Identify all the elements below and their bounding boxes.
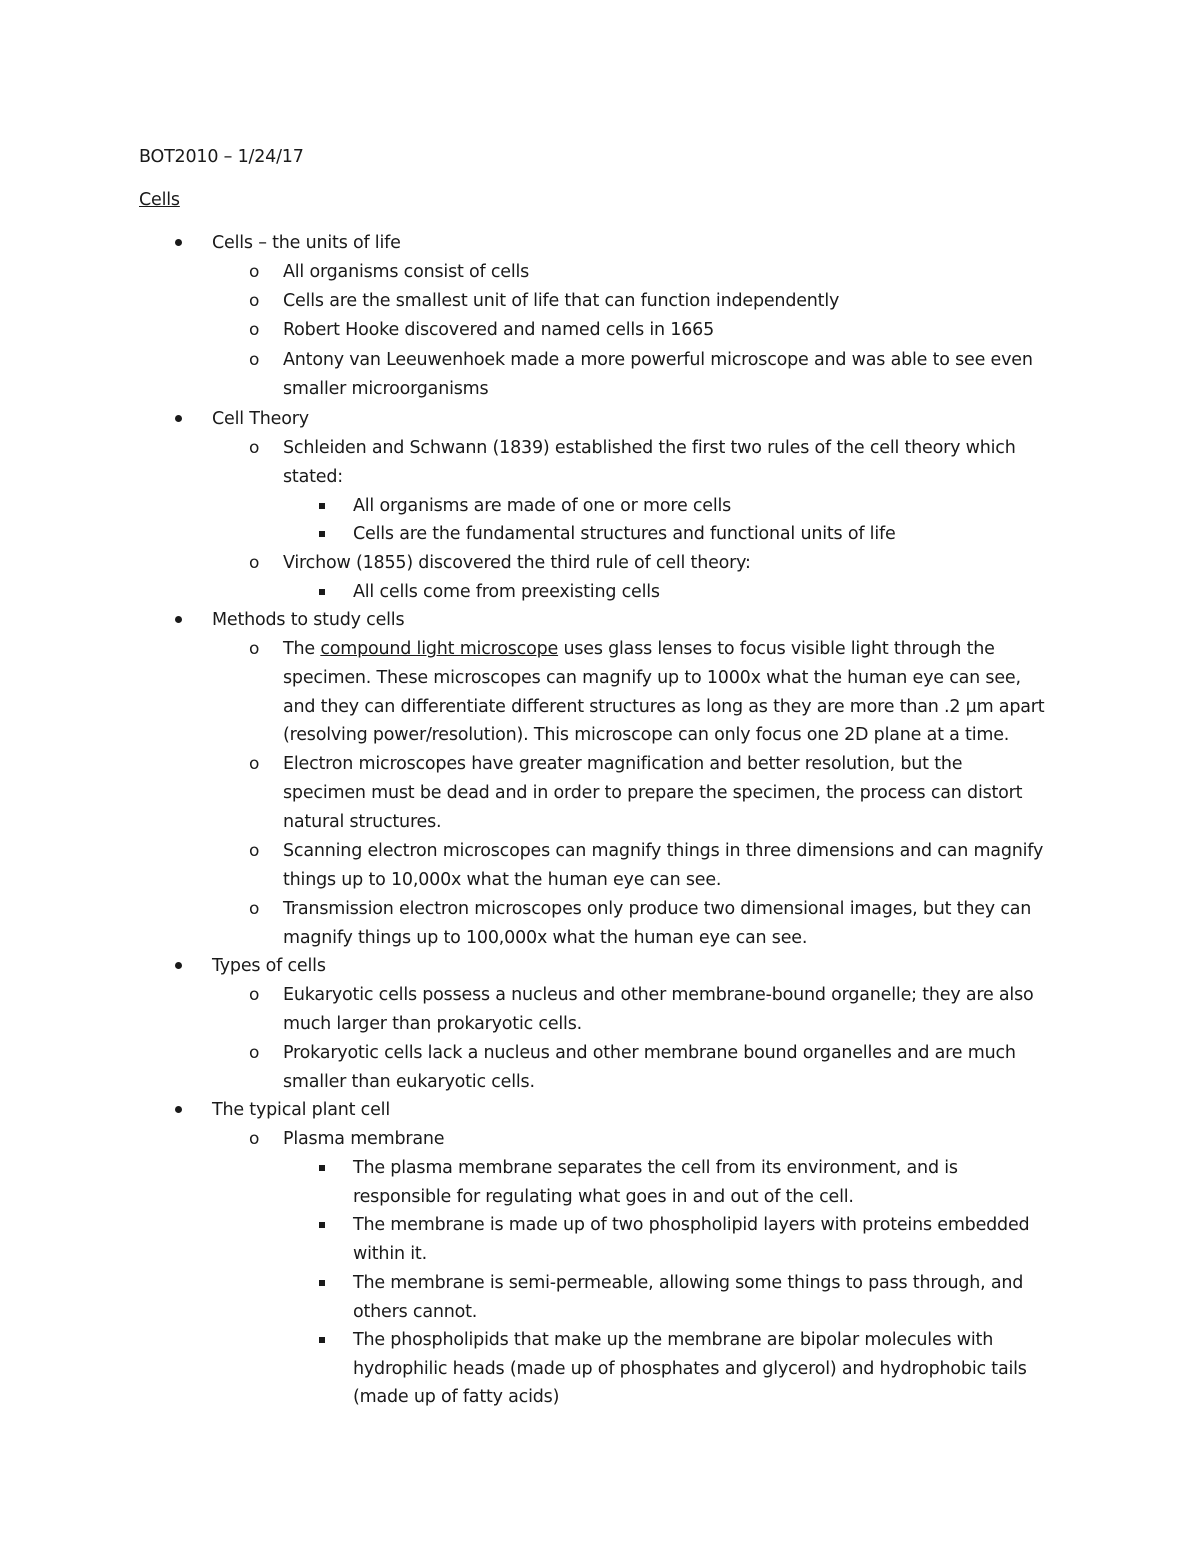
list-item-continuation: stated: bbox=[283, 467, 343, 487]
list-item: All cells come from preexisting cells bbox=[353, 582, 660, 602]
text-run: uses glass lenses to focus visible light through the bbox=[558, 639, 995, 659]
bullet-circle: o bbox=[249, 291, 260, 311]
list-item-continuation: smaller microorganisms bbox=[283, 379, 489, 399]
list-item bbox=[283, 637, 995, 661]
list-item-continuation: natural structures. bbox=[283, 812, 442, 832]
bullet-circle: o bbox=[249, 841, 260, 861]
bullet-circle: o bbox=[249, 438, 260, 458]
page-title: Cells bbox=[139, 190, 180, 210]
list-item-continuation: responsible for regulating what goes in and out of the cell. bbox=[353, 1187, 854, 1207]
list-item-continuation: smaller than eukaryotic cells. bbox=[283, 1072, 535, 1092]
list-item-continuation: (made up of fatty acids) bbox=[353, 1387, 560, 1407]
list-item: The membrane is semi-permeable, allowing some things to pass through, and bbox=[353, 1273, 1024, 1293]
list-item-continuation: things up to 10,000x what the human eye can see. bbox=[283, 870, 722, 890]
list-item: Cells are the smallest unit of life that can function independently bbox=[283, 291, 840, 311]
list-item: Methods to study cells bbox=[212, 610, 405, 630]
list-item-continuation: magnify things up to 100,000x what the human eye can see. bbox=[283, 928, 808, 948]
bullet-square bbox=[319, 580, 325, 604]
list-item: All organisms consist of cells bbox=[283, 262, 530, 282]
list-item-continuation: hydrophilic heads (made up of phosphates and glycerol) and hydrophobic tails bbox=[353, 1359, 1027, 1379]
list-item: Prokaryotic cells lack a nucleus and other membrane bound organelles and are much bbox=[283, 1043, 1016, 1063]
bullet-circle: o bbox=[249, 1043, 260, 1063]
list-item: Robert Hooke discovered and named cells in 1665 bbox=[283, 320, 715, 340]
bullet-circle: o bbox=[249, 899, 260, 919]
text-run: The bbox=[283, 639, 321, 659]
bullet-circle: o bbox=[249, 320, 260, 340]
list-item: Scanning electron microscopes can magnify things in three dimensions and can magnify bbox=[283, 841, 1044, 861]
bullet-dot bbox=[175, 608, 183, 632]
list-item: Cell Theory bbox=[212, 409, 309, 429]
bullet-square bbox=[319, 494, 325, 518]
list-item: The plasma membrane separates the cell from its environment, and is bbox=[353, 1158, 958, 1178]
list-item: Virchow (1855) discovered the third rule of cell theory: bbox=[283, 553, 751, 573]
bullet-dot bbox=[175, 407, 183, 431]
list-item: Eukaryotic cells possess a nucleus and other membrane-bound organelle; they are also bbox=[283, 985, 1034, 1005]
list-item: Cells are the fundamental structures and functional units of life bbox=[353, 524, 896, 544]
list-item-continuation: others cannot. bbox=[353, 1302, 478, 1322]
bullet-circle: o bbox=[249, 553, 260, 573]
list-item: The phospholipids that make up the membrane are bipolar molecules with bbox=[353, 1330, 994, 1350]
bullet-circle: o bbox=[249, 262, 260, 282]
bullet-circle: o bbox=[249, 639, 260, 659]
list-item: All organisms are made of one or more cells bbox=[353, 496, 732, 516]
bullet-dot bbox=[175, 231, 183, 255]
bullet-circle: o bbox=[249, 754, 260, 774]
bullet-square bbox=[319, 522, 325, 546]
bullet-dot bbox=[175, 954, 183, 978]
list-item: Plasma membrane bbox=[283, 1129, 445, 1149]
list-item: Antony van Leeuwenhoek made a more powerful microscope and was able to see even bbox=[283, 350, 1033, 370]
list-item: The typical plant cell bbox=[212, 1100, 390, 1120]
list-item: Transmission electron microscopes only produce two dimensional images, but they can bbox=[283, 899, 1032, 919]
bullet-square bbox=[319, 1156, 325, 1180]
list-item: The membrane is made up of two phospholipid layers with proteins embedded bbox=[353, 1215, 1030, 1235]
list-item: Electron microscopes have greater magnification and better resolution, but the bbox=[283, 754, 963, 774]
bullet-circle: o bbox=[249, 350, 260, 370]
bullet-square bbox=[319, 1271, 325, 1295]
bullet-circle: o bbox=[249, 1129, 260, 1149]
list-item: Cells – the units of life bbox=[212, 233, 401, 253]
list-item-continuation: specimen must be dead and in order to prepare the specimen, the process can distort bbox=[283, 783, 1023, 803]
bullet-circle: o bbox=[249, 985, 260, 1005]
list-item-continuation: specimen. These microscopes can magnify up to 1000x what the human eye can see, bbox=[283, 668, 1021, 688]
course-date-heading: BOT2010 – 1/24/17 bbox=[139, 147, 304, 167]
bullet-dot bbox=[175, 1098, 183, 1122]
list-item: Schleiden and Schwann (1839) established the first two rules of the cell theory which bbox=[283, 438, 1016, 458]
list-item-continuation: within it. bbox=[353, 1244, 427, 1264]
list-item: Types of cells bbox=[212, 956, 326, 976]
underlined-term: compound light microscope bbox=[320, 639, 559, 659]
list-item-continuation: much larger than prokaryotic cells. bbox=[283, 1014, 582, 1034]
bullet-square bbox=[319, 1328, 325, 1352]
bullet-square bbox=[319, 1213, 325, 1237]
list-item-continuation: (resolving power/resolution). This microscope can only focus one 2D plane at a time. bbox=[283, 725, 1010, 745]
list-item-continuation: and they can differentiate different structures as long as they are more than .2 µm apart bbox=[283, 697, 1045, 717]
